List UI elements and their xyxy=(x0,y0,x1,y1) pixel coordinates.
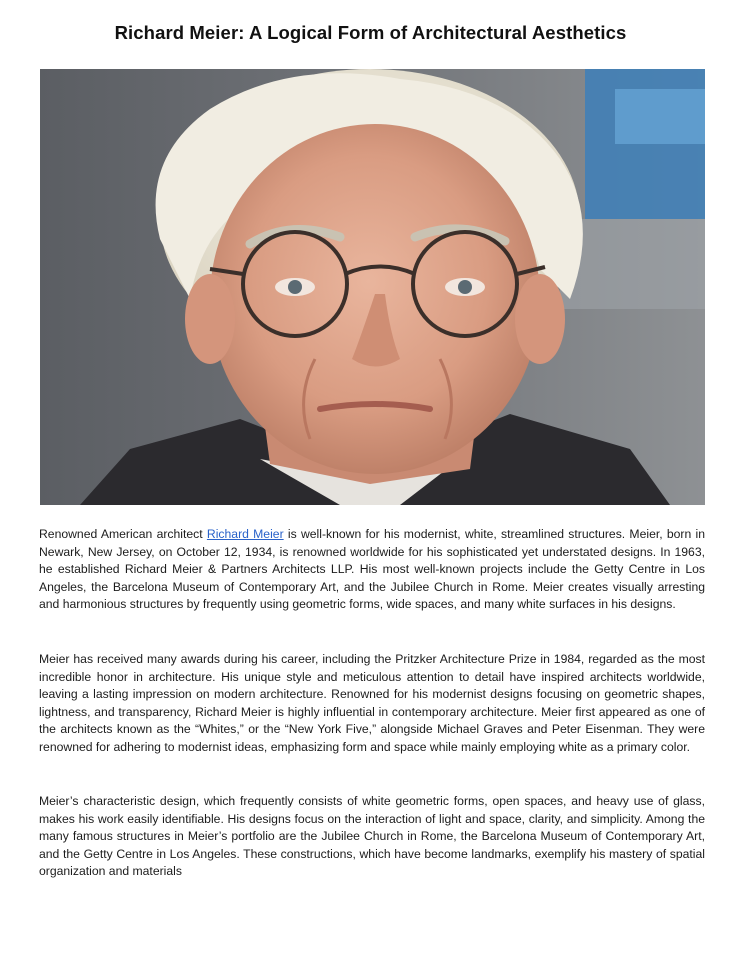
paragraph-intro-lead: Renowned American architect xyxy=(39,527,207,541)
paragraph-intro xyxy=(39,526,705,614)
paragraph-design: Meier’s characteristic design, which frequently consists of white geometric forms, open spaces, and heavy use of glass, makes his work easily identifiable. His designs focus on the interaction of light and space, clarity, and simplicity. Among the many famous structures in Meier’s portfolio are the Jubilee Church in Rome, the Barcelona Museum of Contemporary Art, and the Getty Centre in Los Angeles. These constructions, which have become landmarks, exemplify his mastery of spatial organization and materials xyxy=(39,794,705,879)
richard-meier-link[interactable]: Richard Meier xyxy=(206,527,284,541)
portrait-photo xyxy=(40,69,705,505)
paragraph-awards: Meier has received many awards during his career, including the Pritzker Architecture Prize in 1984, regarded as the most incredible honor in architecture. His unique style and meticulous attention to detail have inspired architects worldwide, leaving a lasting impression on modern architecture. Renowned for his modernist designs focusing on geometric shapes, lightness, and transparency, Richard Meier is highly influential in contemporary architecture. Meier first appeared as one of the architects known as the “Whites,” or the “New York Five,” alongside Michael Graves and Peter Eisenman. They were renowned for adhering to modernist ideas, emphasizing form and space while mainly employing white as a primary color. xyxy=(39,652,705,754)
paragraph-intro-rest: is well-known for his modernist, white, streamlined structures. Meier, born in Newark, New Jersey, on October 12, 1934, is renowned worldwide for his sophisticated yet understated designs. In 1963, he established Richard Meier & Partners Architects LLP. His most well-known projects include the Getty Centre in Los Angeles, the Barcelona Museum of Contemporary Art, and the Jubilee Church in Rome. Meier creates visually arresting and harmonious structures by frequently using geometric forms, wide spaces, and many white surfaces in his designs. xyxy=(39,527,706,612)
document-title: Richard Meier: A Logical Form of Architectural Aesthetics xyxy=(114,22,627,43)
